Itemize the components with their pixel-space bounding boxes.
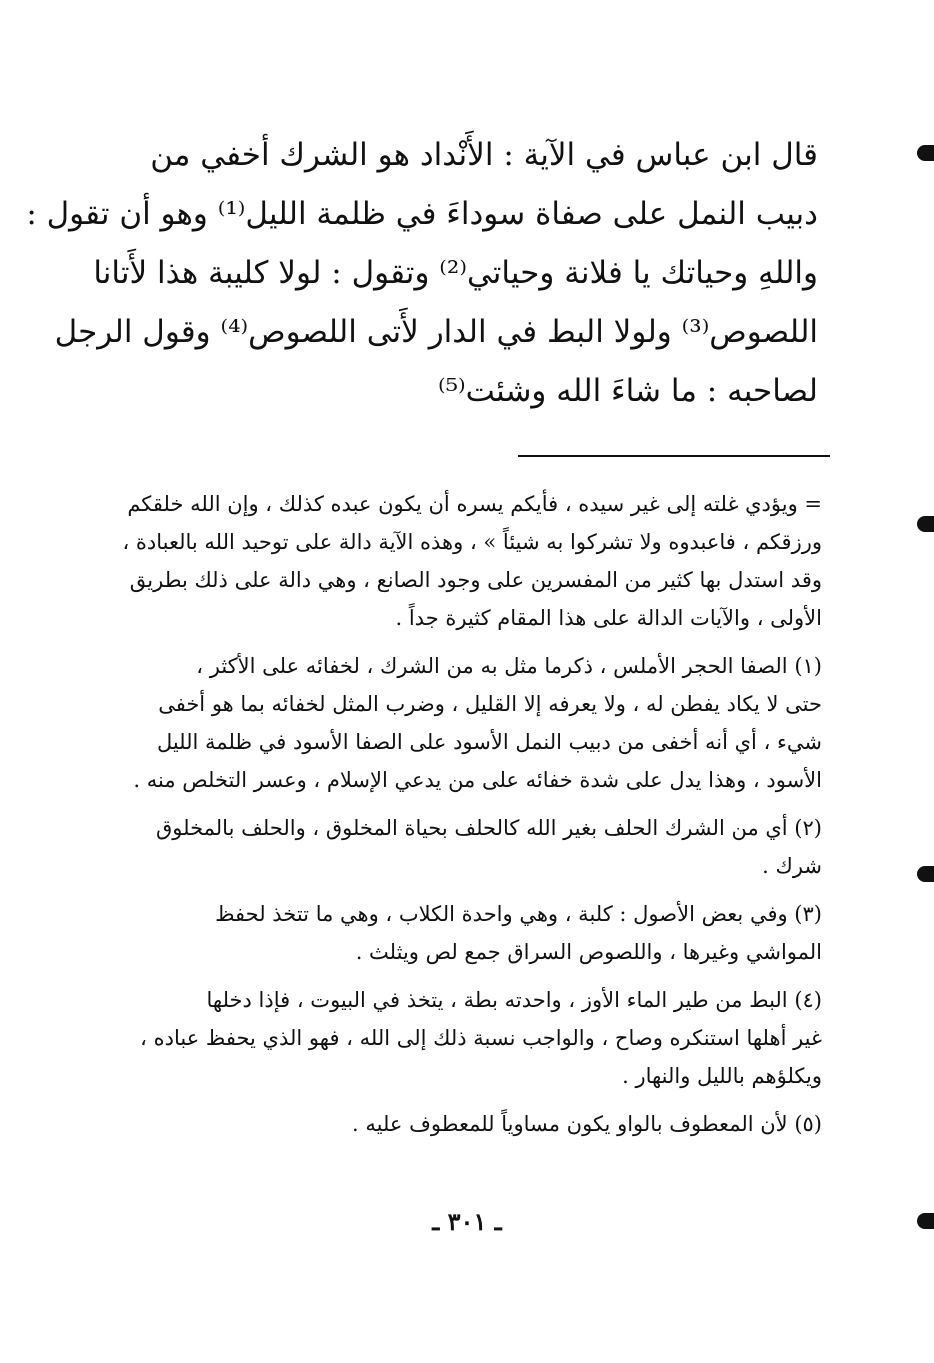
footnote-line: حتى لا يكاد يفطن له ، ولا يعرفه إلا القليل ، وضرب المثل لخفائه بما هو أخفى (158, 692, 822, 716)
main-text-line: قال ابن عباس في الآية : الأَنْداد هو الشرك أخفي من (150, 137, 818, 173)
footnote-1 (100, 647, 822, 799)
main-text-line: لصاحبه : ما شاءَ الله وشئت⁽⁵⁾ (437, 373, 818, 409)
footnote-2 (100, 809, 822, 885)
main-text-line: دبيب النمل على صفاة سوداءَ في ظلمة الليل⁽¹⁾ وهو أن تقول : (26, 196, 818, 232)
edge-mark (917, 516, 934, 532)
page-number: ـ ٣٠١ ـ (432, 1207, 502, 1236)
footnote-line: (٥) لأن المعطوف بالواو يكون مساوياً للمعطوف عليه . (352, 1112, 822, 1136)
footnote-line: الأولى ، والآيات الدالة على هذا المقام كثيرة جداً . (395, 606, 822, 630)
footnote-line: شيء ، أي أنه أخفى من دبيب النمل الأسود على الصفا الأسود في ظلمة الليل (156, 730, 822, 754)
main-text-line: واللهِ وحياتك يا فلانة وحياتي⁽²⁾ وتقول : لولا كليبة هذا لأَتانا (93, 255, 818, 291)
footnote-continuation (100, 485, 822, 637)
footnote-line: وقد استدل بها كثير من المفسرين على وجود الصانع ، وهي دالة على ذلك بطريق (129, 568, 822, 592)
footnote-line: (٢) أي من الشرك الحلف بغير الله كالحلف بحياة المخلوق ، والحلف بالمخلوق (155, 816, 822, 840)
footnote-4 (100, 981, 822, 1095)
edge-mark (917, 1213, 934, 1229)
footnote-line: ويكلؤهم بالليل والنهار . (622, 1064, 822, 1088)
footnote-line: شرك . (762, 854, 822, 878)
edge-mark (917, 866, 934, 882)
footnote-3 (100, 895, 822, 971)
footnote-line: ورزقكم ، فاعبدوه ولا تشركوا به شيئاً » ، وهذه الآية دالة على توحيد الله بالعبادة ، (122, 530, 822, 554)
footnote-line: الأسود ، وهذا يدل على شدة خفائه على من يدعي الإسلام ، وعسر التخلص منه . (133, 768, 822, 792)
edge-mark (917, 145, 934, 161)
footnote-separator (518, 455, 830, 457)
main-text-line: اللصوص⁽³⁾ ولولا البط في الدار لأَتى اللصوص⁽⁴⁾ وقول الرجل (54, 314, 818, 350)
footnote-line: (١) الصفا الحجر الأملس ، ذكرما مثل به من الشرك ، لخفائه على الأكثر ، (196, 654, 822, 678)
footnote-line: غير أهلها استنكره وصاح ، والواجب نسبة ذلك إلى الله ، فهو الذي يحفظ عباده ، (140, 1026, 822, 1050)
footnote-line: المواشي وغيرها ، واللصوص السراق جمع لص ويثلث . (355, 940, 822, 964)
footnote-line: = ويؤدي غلته إلى غير سيده ، فأيكم يسره أن يكون عبده كذلك ، وإن الله خلقكم (127, 492, 822, 516)
footnote-line: (٣) وفي بعض الأصول : كلبة ، وهي واحدة الكلاب ، وهي ما تتخذ لحفظ (215, 902, 822, 926)
footnote-5 (100, 1105, 822, 1143)
footnotes (100, 485, 822, 1153)
footnote-line: (٤) البط من طير الماء الأوز ، واحدته بطة ، يتخذ في البيوت ، فإذا دخلها (206, 988, 822, 1012)
main-text (26, 126, 818, 421)
